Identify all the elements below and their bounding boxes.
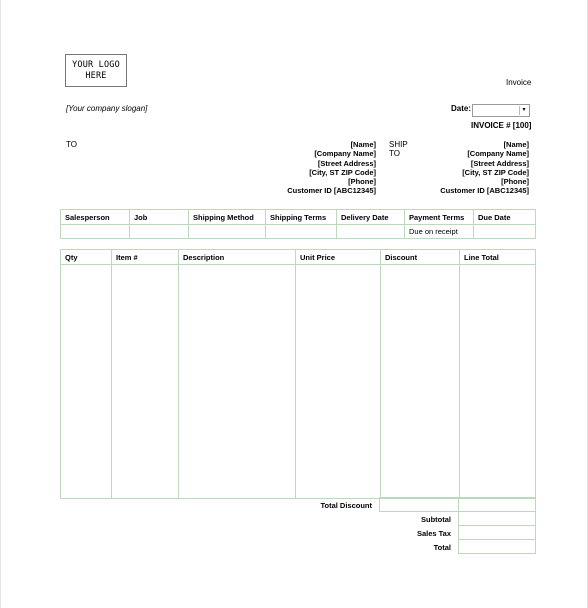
cell-delivery-date[interactable] [337,225,405,239]
col-qty: Qty [61,250,112,265]
date-label: Date: [451,104,472,113]
table-row [61,225,536,239]
col-discount: Discount [381,250,460,265]
logo-line-1: YOUR LOGO [72,60,120,70]
col-salesperson: Salesperson [61,210,130,225]
table-header-row [61,250,536,265]
bill-to-name: [Name] [350,140,376,149]
cell-due-date[interactable] [474,225,536,239]
date-field[interactable] [472,104,530,117]
ship-label-line-1: SHIP [389,140,408,149]
invoice-number[interactable]: INVOICE # [100] [471,121,532,130]
ship-to-company: [Company Name] [467,149,529,159]
cell-line-total[interactable] [460,265,536,499]
bill-to-customer-id: Customer ID [ABC12345] [287,186,376,196]
total-discount-line-field[interactable] [458,497,536,512]
col-job: Job [130,210,189,225]
order-info-table [60,209,536,239]
bill-to-city: [City, ST ZIP Code] [309,167,376,177]
table-header-row [61,210,536,225]
ship-to-phone: [Phone] [501,177,529,187]
col-payment-terms: Payment Terms [405,210,474,225]
col-item-number: Item # [112,250,179,265]
sales-tax-label: Sales Tax [416,529,451,538]
col-shipping-method: Shipping Method [189,210,266,225]
subtotal-label: Subtotal [421,515,451,524]
line-items-table [60,249,536,499]
bill-to-phone: [Phone] [348,177,376,187]
ship-to-name: [Name] [503,140,529,149]
ship-to-customer-id: Customer ID [ABC12345] [440,186,529,196]
col-description: Description [179,250,296,265]
cell-job[interactable] [130,225,189,239]
ship-label-line-2: TO [389,149,400,159]
col-due-date: Due Date [474,210,536,225]
col-unit-price: Unit Price [296,250,381,265]
subtotal-field[interactable] [458,511,536,526]
bill-to-address[interactable] [287,140,376,196]
col-delivery-date: Delivery Date [337,210,405,225]
total-label: Total [433,543,451,552]
ship-to-address[interactable] [440,140,529,196]
total-field[interactable] [458,539,536,554]
company-slogan[interactable]: [Your company slogan] [66,104,148,113]
logo-line-2: HERE [85,71,107,81]
cell-description[interactable] [179,265,296,499]
bill-to-street: [Street Address] [317,158,376,168]
ship-to-street: [Street Address] [470,158,529,168]
sales-tax-field[interactable] [458,525,536,540]
col-line-total: Line Total [460,250,536,265]
ship-to-label [389,140,408,159]
cell-shipping-terms[interactable] [266,225,337,239]
cell-qty[interactable] [61,265,112,499]
cell-shipping-method[interactable] [189,225,266,239]
logo-placeholder [65,54,127,87]
to-label: TO [66,140,77,149]
cell-salesperson[interactable] [61,225,130,239]
document-type: Invoice [506,78,532,87]
cell-unit-price[interactable] [296,265,381,499]
cell-payment-terms[interactable]: Due on receipt [405,225,474,239]
table-row [61,265,536,499]
total-discount-field[interactable] [379,497,459,512]
cell-discount[interactable] [381,265,460,499]
total-discount-label: Total Discount [320,501,372,510]
ship-to-city: [City, ST ZIP Code] [462,167,529,177]
col-shipping-terms: Shipping Terms [266,210,337,225]
cell-item-number[interactable] [112,265,179,499]
chevron-down-icon[interactable]: ▾ [519,106,528,115]
bill-to-company: [Company Name] [314,149,376,159]
